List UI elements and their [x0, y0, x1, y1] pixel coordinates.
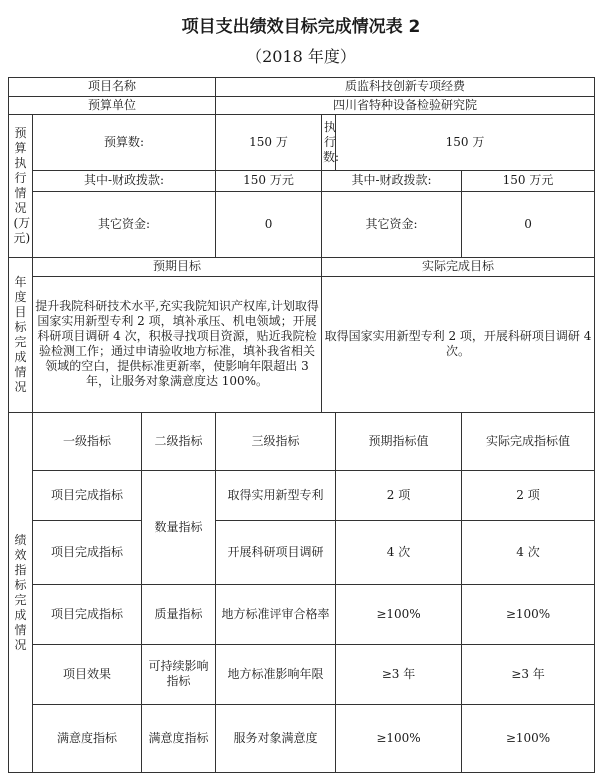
other-label-1: 其它资金:	[33, 191, 216, 257]
budget-section-label: 预算执行情况(万元)	[9, 115, 33, 258]
row-2-expected: 4 次	[336, 520, 462, 584]
row-1-l1: 项目完成指标	[33, 470, 142, 520]
row-3-l3: 地方标准评审合格率	[216, 584, 336, 644]
row-1-expected: 2 项	[336, 470, 462, 520]
project-name-label: 项目名称	[9, 78, 216, 97]
row-5-l3: 服务对象满意度	[216, 704, 336, 772]
actual-goal-text: 取得国家实用新型专利 2 项，开展科研项目调研 4 次。	[322, 276, 595, 413]
annual-section-label: 年度目标完成情况	[9, 257, 33, 412]
other-label-2: 其它资金:	[322, 191, 462, 257]
col-header-l1: 一级指标	[33, 413, 142, 471]
row-5-l1: 满意度指标	[33, 704, 142, 772]
performance-table	[8, 77, 595, 773]
row-2-l3: 开展科研项目调研	[216, 520, 336, 584]
row-1-l2: 数量指标	[142, 470, 216, 584]
row-3-actual: ≥100%	[462, 584, 595, 644]
row-4-l3: 地方标准影响年限	[216, 644, 336, 704]
fiscal-label-2: 其中-财政拨款:	[322, 171, 462, 192]
expected-goal-text: 提升我院科研技术水平,充实我院知识产权库,计划取得国家实用新型专利 2 项，填补承压、机电领域；开展科研项目调研 4 次，积极寻找项目资源，贴近我院检验检测工作；通过申请验收地方标准，填补我省相关领域的空白，提供标准更新率，使影响年限超出 3 年，让服务对象满意度达 100%。	[33, 276, 322, 413]
perf-section-label: 绩效指标完成情况	[9, 413, 33, 773]
budget-unit-label: 预算单位	[9, 96, 216, 115]
fiscal-label-1: 其中-财政拨款:	[33, 171, 216, 192]
exec-amount-label: 执行数:	[322, 115, 336, 171]
col-header-expected: 预期指标值	[336, 413, 462, 471]
exec-amount-value: 150 万	[336, 115, 595, 171]
row-4-l2: 可持续影响指标	[142, 644, 216, 704]
row-5-actual: ≥100%	[462, 704, 595, 772]
row-4-expected: ≥3 年	[336, 644, 462, 704]
row-1-l3: 取得实用新型专利	[216, 470, 336, 520]
project-name-value: 质监科技创新专项经费	[216, 78, 595, 97]
row-5-l2: 满意度指标	[142, 704, 216, 772]
budget-amount-label: 预算数:	[33, 115, 216, 171]
row-2-l1: 项目完成指标	[33, 520, 142, 584]
row-3-l1: 项目完成指标	[33, 584, 142, 644]
row-4-l1: 项目效果	[33, 644, 142, 704]
fiscal-value-1: 150 万元	[216, 171, 322, 192]
col-header-l3: 三级指标	[216, 413, 336, 471]
page-title: 项目支出绩效目标完成情况表 2	[181, 17, 421, 37]
row-4-actual: ≥3 年	[462, 644, 595, 704]
row-5-expected: ≥100%	[336, 704, 462, 772]
other-value-1: 0	[216, 191, 322, 257]
fiscal-value-2: 150 万元	[462, 171, 595, 192]
page-subtitle: （2018 年度）	[246, 47, 356, 66]
budget-amount-value: 150 万	[216, 115, 322, 171]
row-3-expected: ≥100%	[336, 584, 462, 644]
col-header-l2: 二级指标	[142, 413, 216, 471]
row-3-l2: 质量指标	[142, 584, 216, 644]
budget-unit-value: 四川省特种设备检验研究院	[216, 96, 595, 115]
row-2-actual: 4 次	[462, 520, 595, 584]
col-header-actual: 实际完成指标值	[462, 413, 595, 471]
other-value-2: 0	[462, 191, 595, 257]
expected-goal-header: 预期目标	[33, 257, 322, 276]
row-1-actual: 2 项	[462, 470, 595, 520]
actual-goal-header: 实际完成目标	[322, 257, 595, 276]
